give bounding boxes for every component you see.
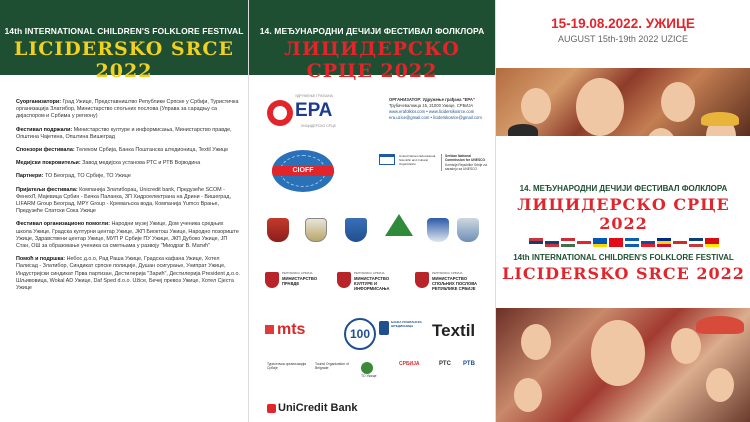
credits-entry bbox=[16, 173, 240, 180]
zlatibor-logo bbox=[385, 214, 413, 236]
country-flags bbox=[496, 238, 750, 247]
credits-entry-label: Фестивал подржали: bbox=[16, 126, 73, 133]
credits-entry bbox=[16, 221, 240, 250]
credits-entry-text: Завод медијска установа РТС и РТВ Војводина bbox=[82, 160, 201, 167]
serbia-emblem-icon bbox=[337, 272, 351, 288]
cioff-wordmark: CIOFF bbox=[272, 166, 334, 176]
bank-icon bbox=[379, 321, 389, 335]
organizer-emails[interactable]: era.uzice@gmail.com • liciderskosrce@gmail.com bbox=[389, 115, 482, 120]
festival-subtitle-cyrillic: 14. МЕЂУНАРОДНИ ДЕЧИЈИ ФЕСТИВАЛ ФОЛКЛОРА bbox=[519, 184, 728, 193]
rtv-logo bbox=[463, 362, 487, 384]
unesco-commission-sr: Komisija Republike Srbije za saradnju sa UNESCO bbox=[445, 162, 487, 171]
small-logo-label: Туристичка организација Србије bbox=[267, 362, 307, 370]
era-caption-bottom: ЛИЦИДЕРСКО СРЦЕ bbox=[301, 124, 336, 128]
panel2-header bbox=[249, 0, 495, 82]
credits-entry bbox=[16, 256, 240, 292]
flag-icon bbox=[545, 238, 559, 247]
festival-subtitle-english: 14th INTERNATIONAL CHILDREN'S FOLKLORE FESTIVAL bbox=[513, 253, 734, 262]
mts-wordmark: mts bbox=[277, 321, 306, 338]
small-logo-label: РТВ bbox=[463, 361, 475, 367]
textil-logo: Textil bbox=[432, 321, 476, 340]
flag-icon bbox=[625, 238, 639, 247]
ministry-country: РЕПУБЛИКА СРБИЈА bbox=[432, 271, 463, 275]
credits-entry-label: Партнери: bbox=[16, 173, 44, 180]
festival-title-latin: LICIDERSKO SRCE 2022 bbox=[502, 264, 745, 283]
ministry-name: МИНИСТАРСТВО ПРАВДЕ bbox=[282, 276, 318, 286]
small-logo-label: Tourist Organization of Belgrade bbox=[315, 362, 349, 370]
flag-icon bbox=[609, 238, 623, 247]
unesco-commission-en: Serbian National Commission for UNESCO bbox=[445, 154, 486, 163]
credits-list bbox=[0, 75, 248, 292]
srbija-logo bbox=[399, 362, 429, 384]
ministry-culture-logo bbox=[337, 270, 409, 306]
festival-date-english: AUGUST 15th-19th 2022 UZICE bbox=[558, 34, 688, 44]
children-photo-top bbox=[496, 68, 750, 136]
unicredit-logo bbox=[267, 402, 357, 414]
festival-date: 15-19.08.2022. УЖИЦЕ bbox=[551, 16, 695, 31]
credits-entry-label: Медијски покровитељи: bbox=[16, 160, 81, 167]
serbia-emblem-icon bbox=[265, 272, 279, 288]
organizer-line-2: Трубачевалница 15, 31000 Ужице, СРБИЈА bbox=[389, 103, 474, 108]
crest-icon bbox=[267, 218, 289, 242]
anniversary-100-logo: 100 bbox=[344, 318, 376, 350]
small-logo-label: ТО Ужице bbox=[361, 374, 377, 378]
credits-entry-text: Град Ужице, Представништво Републике Српске у Србији, Туристичка организација Златибор, Министарство спољних послова (Управа за сарадњу са дијаспором и Србима у региону) bbox=[16, 99, 239, 120]
tourism-serbia-logo bbox=[267, 362, 309, 384]
panel1-header-subtitle: 14th INTERNATIONAL CHILDREN'S FOLKLORE FESTIVAL bbox=[4, 26, 244, 36]
crest-icon bbox=[427, 218, 449, 242]
flag-icon bbox=[657, 238, 671, 247]
era-logo bbox=[267, 94, 339, 138]
rts-logo bbox=[439, 362, 459, 384]
children-photo-bottom bbox=[496, 308, 750, 422]
flag-icon bbox=[705, 238, 719, 247]
ministry-justice-logo bbox=[265, 270, 335, 306]
credits-entry-text: Министарство културе и информисања, Министарство правде, Општина Чајетина, Општина Вишеград bbox=[16, 126, 232, 140]
panel1-header-title: LICIDERSKO SRCE 2022 bbox=[13, 38, 234, 82]
tourism-belgrade-logo bbox=[315, 362, 355, 384]
back-panel bbox=[0, 0, 248, 422]
flag-icon bbox=[561, 238, 575, 247]
mts-mark-icon bbox=[265, 325, 274, 334]
unesco-commission bbox=[441, 154, 489, 171]
small-logo-label: СРБИЈА bbox=[399, 361, 420, 367]
era-wordmark: ЕРА bbox=[295, 100, 333, 121]
credits-entry-text: Небос д.о.о, Рад Раша Ужице, Градска кафана Ужице, Хотел Палисад - Златибор, Синдикат српске полиције, Душан осигурање, Унипрат Ужице, Индустријски синдикат Прва партизан, Дестилерија "Зарић", Дестилерија President д.о.о. Шљивовица, Wokal AD Ужице, Daf Sped d.o.o. Užice, Бечеј превоз Ужице, Хотел Сјеста Ужице bbox=[16, 256, 240, 292]
panel2-header-title: ЛИЦИДЕРСКО СРЦЕ 2022 bbox=[284, 38, 460, 82]
cover-panel bbox=[495, 0, 750, 422]
festival-title-block bbox=[496, 180, 750, 308]
ministry-name: МИНИСТАРСТВО СПОЉНИХ ПОСЛОВА РЕПУБЛИКЕ СРБИЈЕ bbox=[432, 276, 478, 291]
postal-bank-logo bbox=[379, 320, 423, 340]
serbia-emblem-icon bbox=[415, 272, 429, 288]
era-orb-icon bbox=[267, 100, 293, 126]
unesco-temple-icon bbox=[379, 154, 395, 165]
credits-entry bbox=[16, 99, 240, 121]
credits-entry-text: Телеком Србија, Банка Поштанска штедионица, Textil Ужице bbox=[76, 147, 229, 154]
sponsors-panel bbox=[248, 0, 495, 422]
crest-icon bbox=[345, 218, 367, 242]
postal-bank-name: БАНКА ПОШТАНСКА ШТЕДИОНИЦА bbox=[391, 320, 422, 328]
unesco-logo bbox=[379, 150, 491, 198]
crest-icon bbox=[457, 218, 479, 242]
uzice-icon bbox=[361, 362, 373, 374]
ministry-name: МИНИСТАРСТВО КУЛТУРЕ И ИНФОРМИСАЊА bbox=[354, 276, 390, 291]
flag-icon bbox=[577, 238, 591, 247]
crest-icon bbox=[305, 218, 327, 242]
credits-entry-text: ТО Београд, ТО Србије, ТО Ужице bbox=[44, 173, 131, 180]
unicredit-wordmark: UniCredit Bank bbox=[278, 402, 358, 414]
ministry-country: РЕПУБЛИКА СРБИЈА bbox=[282, 271, 313, 275]
cioff-logo bbox=[272, 150, 334, 192]
credits-entry-label: Суорганизатори: bbox=[16, 99, 62, 105]
ministry-foreign-logo bbox=[415, 270, 491, 306]
panel1-header bbox=[0, 0, 248, 82]
flag-icon bbox=[593, 238, 607, 247]
flag-icon bbox=[529, 238, 543, 247]
credits-entry-label: Спонзори фестивала: bbox=[16, 147, 75, 154]
tourism-uzice-logo bbox=[361, 362, 389, 384]
ministry-country: РЕПУБЛИКА СРБИЈА bbox=[354, 271, 385, 275]
festival-title-cyrillic: ЛИЦИДЕРСКО СРЦЕ 2022 bbox=[517, 195, 730, 233]
credits-entry-label: Фестивал организационо помогли: bbox=[16, 221, 110, 228]
credits-entry bbox=[16, 147, 240, 154]
mts-logo bbox=[265, 321, 305, 339]
organizer-websites[interactable]: www.erafolklor.com • www.licidersikosrce.com bbox=[389, 109, 475, 114]
credits-entry-text: Компанија Златиборац, Unicredit bank, Предузеће SCOM - ФенехЛ, Мајевица Србин - Бачка Паланка, ЗП Хидроелектрана на Дрини - Вишеград, LIFARM Group Београд, MPY Group - Кремаљска вода, Компанија Yumco Врање, Предузеће Спатски Сока Ужице bbox=[16, 186, 231, 215]
credits-entry bbox=[16, 127, 240, 141]
organizer-line-1: ОРГАНИЗАТОР: Удружење грађана "ЕРА" bbox=[389, 97, 475, 102]
panel2-header-subtitle: 14. МЕЂУНАРОДНИ ДЕЧИЈИ ФЕСТИВАЛ ФОЛКЛОРА bbox=[259, 26, 485, 36]
credits-entry-label: Пријатељи фестивала: bbox=[16, 186, 78, 193]
organizer-info bbox=[389, 97, 494, 121]
credits-entry bbox=[16, 160, 240, 167]
flag-icon bbox=[641, 238, 655, 247]
unicredit-mark-icon bbox=[267, 404, 276, 413]
credits-entry-text: Народни музеј Ужице, Дом ученика средњих школа Ужице, Градска културни центар Ужице, ЈКП Биоктош Ужице, Народно позориште Ужице, Здравствени центар Ужице, МУП Р Србије ПУ Ужице, ЈКП Дубоко Ужице, ЈП Стан, ОШ за образовање ученика са сметњама у развоју "Миодраг В. Матић" bbox=[16, 221, 239, 250]
credits-entry-label: Помоћ и подршка: bbox=[16, 256, 66, 263]
era-caption-top: УДРУЖЕЊЕ ГРАЂАНА bbox=[295, 94, 333, 98]
flag-icon bbox=[689, 238, 703, 247]
unesco-org-name: United Nations Educational, Scientific and Cultural Organization bbox=[399, 154, 437, 166]
credits-entry bbox=[16, 187, 240, 216]
flag-icon bbox=[673, 238, 687, 247]
small-logo-label: РТС bbox=[439, 361, 451, 367]
cover-date-block bbox=[496, 0, 750, 68]
